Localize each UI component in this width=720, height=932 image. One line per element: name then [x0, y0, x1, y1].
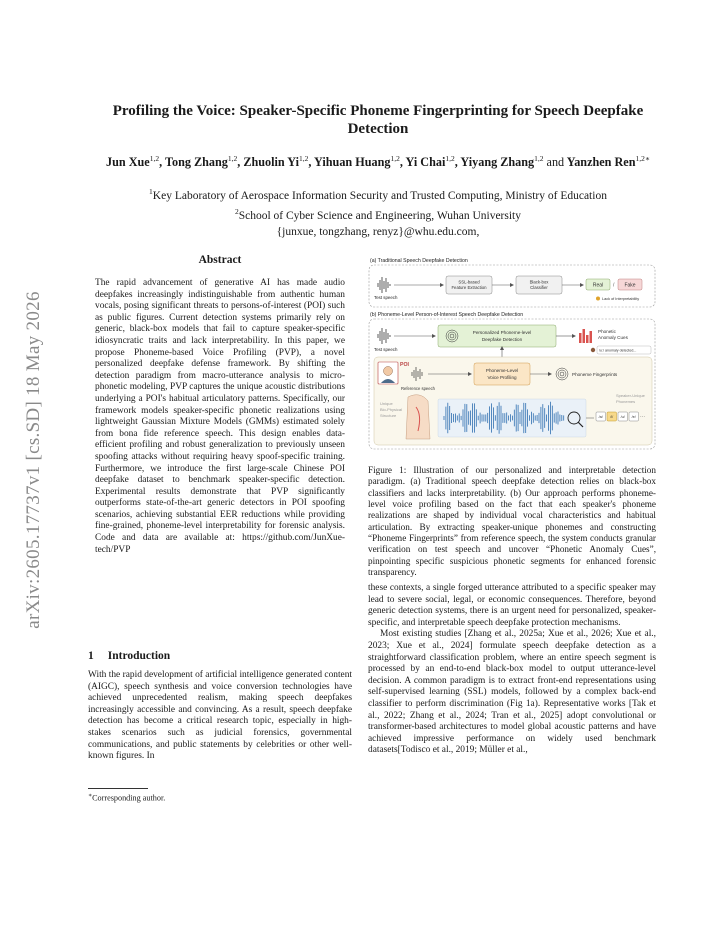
- svg-text:Bio-Physical: Bio-Physical: [380, 407, 403, 412]
- footnote-rule: [88, 788, 148, 789]
- svg-text:Phonetic: Phonetic: [598, 329, 616, 334]
- svg-text:Speaker-Unique: Speaker-Unique: [616, 393, 645, 398]
- svg-text:Unique: Unique: [380, 401, 393, 406]
- svg-text:Phonemes: Phonemes: [616, 399, 636, 404]
- test-speech-label: Test speech: [374, 295, 398, 300]
- reference-speech-label: Reference speech: [401, 386, 435, 391]
- affiliations: [88, 184, 668, 240]
- phoneme-label: /i/: [610, 415, 614, 419]
- personalized-detection-box: [438, 325, 556, 347]
- svg-text:Personalized Phoneme-level: Personalized Phoneme-level: [472, 330, 532, 335]
- svg-text:/u:/ anomaly detected...: /u:/ anomaly detected...: [599, 348, 637, 353]
- svg-text:Voice Profiling: Voice Profiling: [487, 375, 517, 380]
- svg-text:Feature Extraction: Feature Extraction: [451, 285, 487, 290]
- figure-1-diagram: [368, 255, 656, 450]
- poi-face-icon: [384, 367, 393, 376]
- author: Tong Zhang: [164, 155, 228, 170]
- author: Yanzhen Ren: [566, 155, 636, 170]
- author: Yiyang Zhang: [460, 155, 535, 170]
- phoneme-label: /e/: [631, 415, 636, 419]
- svg-text:Structure: Structure: [380, 413, 397, 418]
- svg-text:SSL-based: SSL-based: [458, 279, 480, 285]
- svg-text:Phoneme-Level: Phoneme-Level: [485, 368, 519, 373]
- svg-text:Phoneme Fingerprints: Phoneme Fingerprints: [572, 372, 618, 377]
- right-column-body: [368, 583, 656, 757]
- svg-text:/: /: [613, 282, 615, 289]
- introduction-text: With the rapid development of artificial intelligence generated content (AIGC), speech synthesis and voice conversion technologies have achieved unprecedented realism, making speech deepfakes increasingly accessible and convincing. As a result, speech deepfake detection has become a critical research topic, especially in high-stakes scenarios such as judicial forensics, governmental communications, and public statements by celebrities or other well-known figures. In: [88, 670, 352, 762]
- abstract-heading: Abstract: [198, 254, 242, 266]
- warning-icon: [596, 297, 600, 301]
- svg-text:Classifier: Classifier: [530, 285, 548, 290]
- test-speech-label: Test speech: [374, 347, 398, 352]
- footnote: ∗Corresponding author.: [88, 793, 166, 803]
- svg-text:Black-box: Black-box: [529, 279, 549, 285]
- author: Yi Chai: [405, 155, 446, 170]
- author-list: Jun Xue$^{1,2}$, Tong Zhang$^{1,2}$, Zhuolin Yi$^{1,2}$, Yihuan Huang$^{1,2}$, Yi Chai$^{1,2}$, Yiyang Zhang$^{1,2}$ and Yanzhen Ren$^{1,2∗}$: [106, 154, 650, 170]
- svg-text:Fake: Fake: [624, 282, 636, 289]
- phoneme-label: /a/: [598, 415, 603, 419]
- affiliation-1: $^1$Key Laboratory of Aerospace Information Security and Trusted Computing, Ministry of Education: [149, 187, 607, 202]
- figure-1-caption: Figure 1: Illustration of our personalized and interpretable detection paradigm. (a) Traditional speech deepfake detection relies on black-box classifiers and lacks interpretability. (b) Our approach performs phoneme-level voice profiling based on the fact that each speaker's phoneme realizations are shaped by individual vocal characteristics and habitual articulation. By extracting speaker-unique phonemes and constructing “Phoneme Fingerprints” from reference speech, the system conducts granular verification on test speech and uncover “Phonetic Anomaly Cues”, pinpointing specific suspicious phonetic segments for enhanced forensic transparency.: [368, 465, 656, 577]
- svg-text:Anomaly Cues: Anomaly Cues: [598, 335, 628, 340]
- svg-text:Real: Real: [592, 282, 604, 289]
- svg-text:POI: POI: [400, 362, 409, 368]
- author-emails: {junxue, tongzhang, renyz}@whu.edu.com,: [276, 225, 480, 238]
- author: Zhuolin Yi: [243, 155, 300, 170]
- arxiv-identifier: arXiv:2605.17737v1 [cs.SD] 18 May 2026: [23, 291, 44, 629]
- vocal-tract-icon: [406, 395, 430, 439]
- panel-a-title: (a) Traditional Speech Deepfake Detection: [370, 258, 468, 264]
- paragraph: these contexts, a single forged utterance attributed to a specific speaker may lead to severe social, legal, or economic consequences. Therefore, beyond generic detection systems, there is an urgent need for personalized, speaker-specific, and interpretable speech deepfake protection mechanisms.: [368, 583, 656, 628]
- author: Jun Xue: [106, 155, 150, 170]
- author: Yihuan Huang: [314, 155, 391, 170]
- paragraph: Most existing studies [Zhang et al., 2025a; Xue et al., 2026; Xue et al., 2023; Xue et al., 2024] formulate speech deepfake detection as a straightforward classification problem, where an entire speech segment is processed by an end-to-end black-box model to output utterance-level decision. A common paradigm is to extract front-end representations using self-supervised learning (SSL) models, followed by a complex back-end classifier to perform discrimination (Fig 1a). Representative works [Tak et al., 2022; Zhang et al., 2024; Tran et al., 2025] adopt convolutional or transformer-based architectures to model global acoustic patterns and have achieved impressive performance on widely used benchmark datasets[Todisco et al., 2019; Müller et al.,: [368, 629, 656, 756]
- svg-text:···: ···: [640, 414, 645, 420]
- section-heading-introduction: 1 Introduction: [88, 650, 171, 662]
- phoneme-label: /u/: [620, 415, 625, 419]
- paper-title: Profiling the Voice: Speaker-Specific Phoneme Fingerprinting for Speech Deepfake Detection: [112, 103, 644, 137]
- panel-b-title: (b) Phoneme-Level Person-of-Interest Speech Deepfake Detection: [370, 312, 524, 318]
- author-conjunction: and: [546, 155, 565, 170]
- svg-text:Deepfake Detection: Deepfake Detection: [481, 337, 523, 342]
- svg-text:Lack of Interpretability: Lack of Interpretability: [602, 297, 640, 301]
- abstract-text: The rapid advancement of generative AI has made audio deepfakes increasingly indistinguishable from authentic human vocals, posing significant threats to persons-of-interest (POI) such as public figures. Current detection systems primarily rely on generic, black-box models that fail to capture speaker-specific idiosyncratic traits and lack interpretability. In this paper, we propose Phoneme-based Voice Profiling (PVP), a novel personalized deepfake defense framework. By shifting the detection paradigm from macro-utterance analysis to micro-phonetic modeling, PVP captures the unique acoustic distributions underlying a POI's habitual articulatory patterns. Specifically, our framework models speaker-specific phonetic realizations using lightweight Gaussian Mixture Models (GMMs) estimated solely from bona fide reference speech. This design enables data-efficient profiling and robust generalization to previously unseen spoofing attacks without requiring heavy spoof-specific training. Furthermore, we introduce the first large-scale Chinese POI deepfake dataset to benchmark speaker-specific detection. Experimental results demonstrate that PVP significantly outperforms state-of-the-art generic detectors in POI spoofing scenarios, achieving substantial EER reductions while providing fine-grained, phoneme-level interpretability for forensic analysis. Code and data are available at: https://github.com/JunXue-tech/PVP: [95, 278, 345, 555]
- user-icon: [591, 348, 595, 352]
- affiliation-2: $^2$School of Cyber Science and Engineering, Wuhan University: [234, 207, 522, 223]
- voice-profiling-box: [474, 363, 530, 385]
